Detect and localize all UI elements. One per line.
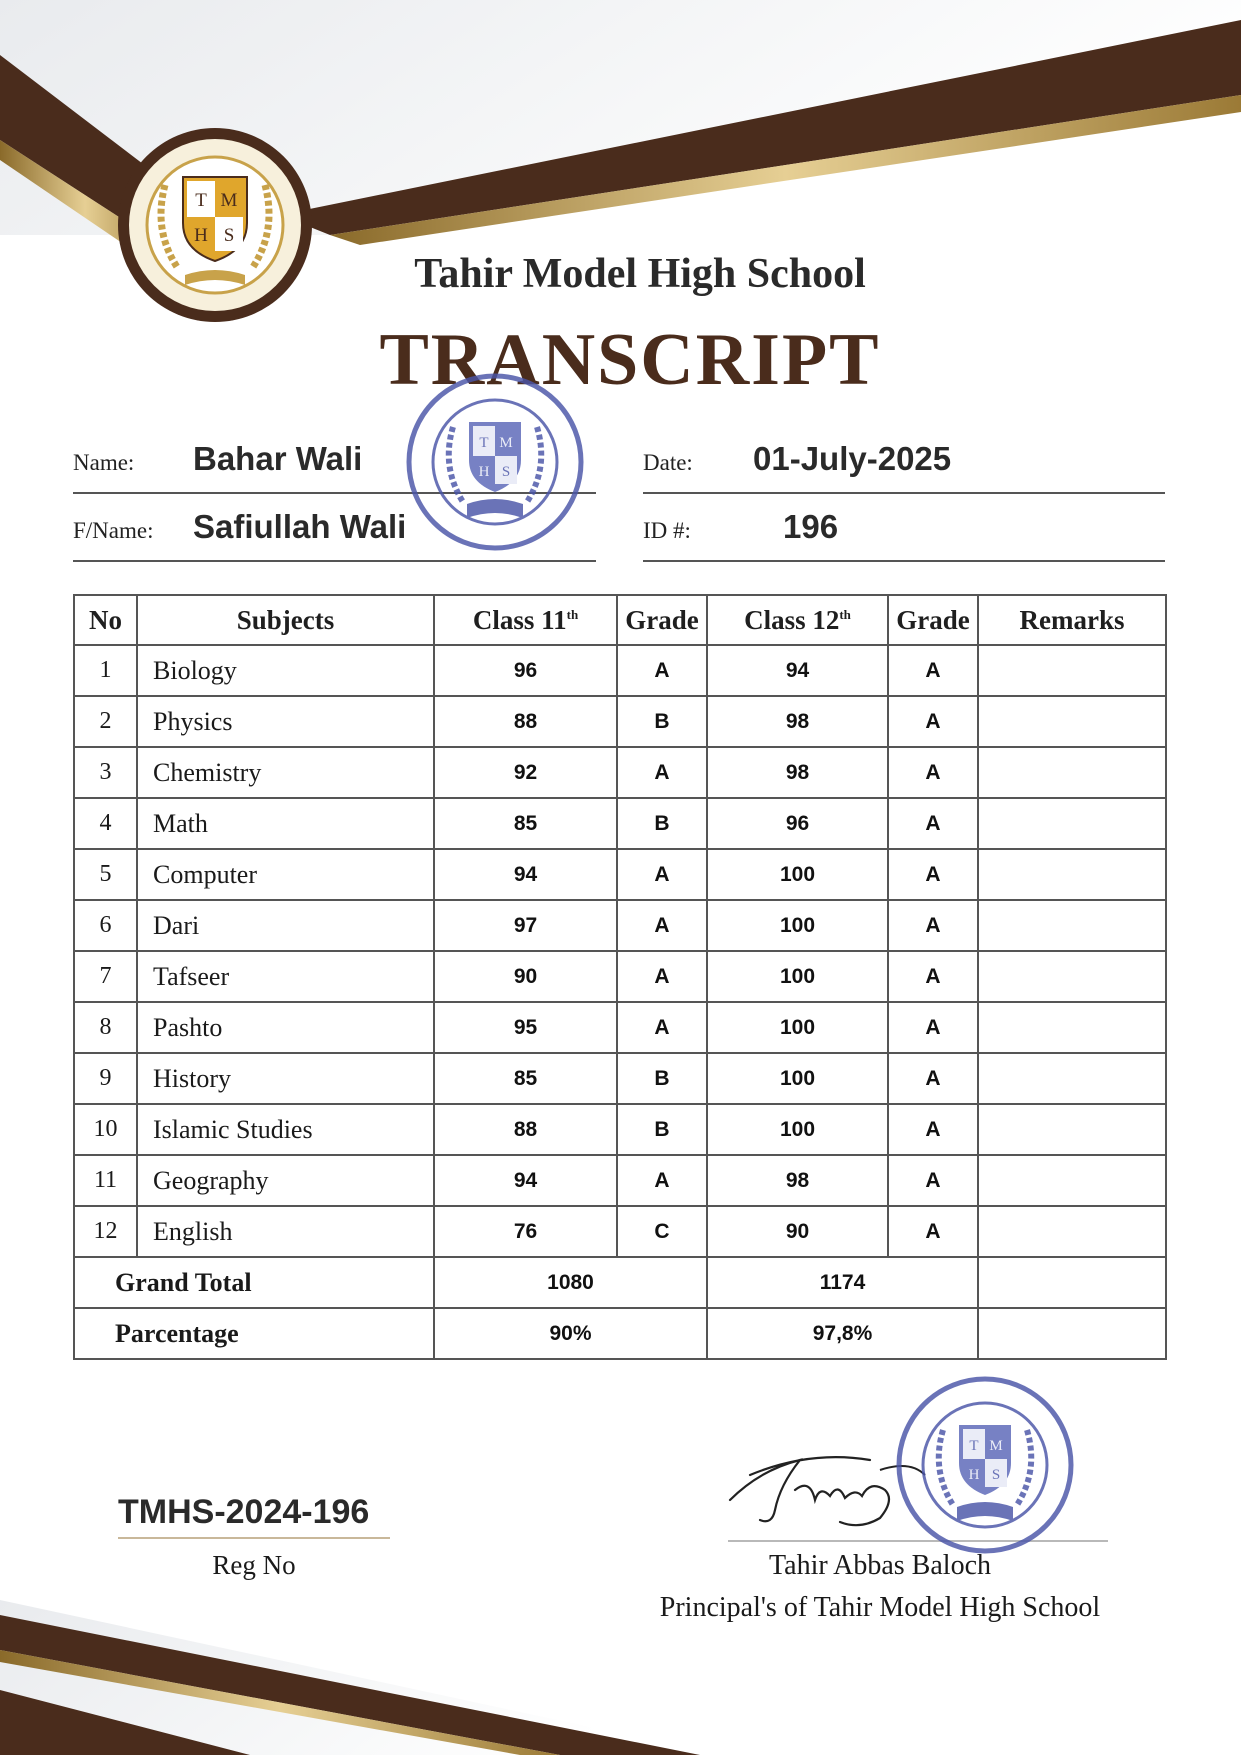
name-value: Bahar Wali	[193, 440, 363, 477]
date-field	[643, 440, 1165, 494]
school-logo	[115, 125, 315, 325]
row-remarks	[978, 951, 1166, 1002]
header-class11	[434, 595, 617, 645]
row-grade11: A	[617, 1002, 707, 1053]
svg-text:M: M	[499, 435, 513, 451]
row-grade12: A	[888, 1206, 978, 1257]
row-no: 6	[74, 900, 137, 951]
row-grade11: A	[617, 747, 707, 798]
row-class11-marks: 92	[434, 747, 617, 798]
table-row	[74, 1206, 1166, 1257]
header-class11-text: Class 11	[472, 604, 567, 635]
table-header-row	[74, 595, 1166, 645]
grand-total-row	[74, 1257, 1166, 1308]
percentage-class11: 90%	[434, 1308, 707, 1359]
registration-label: Reg No	[212, 1550, 296, 1580]
table-row	[74, 951, 1166, 1002]
row-class11-marks: 88	[434, 696, 617, 747]
table-row	[74, 798, 1166, 849]
row-grade11: A	[617, 900, 707, 951]
row-class11-marks: 94	[434, 1155, 617, 1206]
row-remarks	[978, 1053, 1166, 1104]
svg-text:H: H	[478, 464, 490, 480]
row-subject: History	[137, 1053, 434, 1104]
row-class11-marks: 96	[434, 645, 617, 696]
svg-text:H: H	[968, 1467, 980, 1483]
table-row	[74, 1053, 1166, 1104]
row-no: 2	[74, 696, 137, 747]
row-remarks	[978, 900, 1166, 951]
table-row	[74, 1155, 1166, 1206]
header-remarks: Remarks	[978, 595, 1166, 645]
row-remarks	[978, 1155, 1166, 1206]
row-no: 7	[74, 951, 137, 1002]
logo-monogram-s: S	[223, 225, 235, 246]
row-class11-marks: 97	[434, 900, 617, 951]
date-label: Date:	[643, 450, 693, 475]
row-class11-marks: 85	[434, 798, 617, 849]
row-subject: Chemistry	[137, 747, 434, 798]
percentage-class12: 97,8%	[707, 1308, 978, 1359]
row-class12-marks: 100	[707, 1104, 888, 1155]
row-remarks	[978, 1206, 1166, 1257]
row-grade12: A	[888, 1104, 978, 1155]
row-class12-marks: 100	[707, 1053, 888, 1104]
row-class12-marks: 98	[707, 747, 888, 798]
logo-monogram-t: T	[195, 190, 207, 211]
row-grade12: A	[888, 1053, 978, 1104]
row-grade12: A	[888, 849, 978, 900]
row-grade11: C	[617, 1206, 707, 1257]
row-class11-marks: 95	[434, 1002, 617, 1053]
row-grade12: A	[888, 900, 978, 951]
row-no: 10	[74, 1104, 137, 1155]
row-no: 3	[74, 747, 137, 798]
header-class11-sup: th	[566, 606, 579, 622]
row-grade12: A	[888, 645, 978, 696]
school-stamp-icon	[895, 1375, 1075, 1555]
school-stamp-icon	[405, 372, 585, 552]
table-row	[74, 747, 1166, 798]
row-class12-marks: 98	[707, 696, 888, 747]
grand-total-label: Grand Total	[74, 1257, 434, 1308]
svg-text:S: S	[501, 464, 511, 480]
row-grade11: B	[617, 1104, 707, 1155]
date-value: 01-July-2025	[753, 440, 952, 477]
row-subject: Computer	[137, 849, 434, 900]
header-no: No	[74, 595, 137, 645]
row-no: 8	[74, 1002, 137, 1053]
row-grade12: A	[888, 951, 978, 1002]
row-no: 11	[74, 1155, 137, 1206]
header-class12-text: Class 12	[744, 604, 840, 635]
percentage-row	[74, 1308, 1166, 1359]
row-remarks	[978, 645, 1166, 696]
svg-text:M: M	[989, 1438, 1003, 1454]
row-subject: Math	[137, 798, 434, 849]
row-class12-marks: 100	[707, 900, 888, 951]
table-row	[74, 1002, 1166, 1053]
table-row	[74, 900, 1166, 951]
row-remarks	[978, 747, 1166, 798]
row-grade11: A	[617, 645, 707, 696]
id-label: ID #:	[643, 518, 691, 543]
row-class11-marks: 85	[434, 1053, 617, 1104]
header-subjects: Subjects	[137, 595, 434, 645]
logo-monogram-h: H	[194, 225, 208, 246]
name-label: Name:	[73, 450, 135, 475]
row-class12-marks: 100	[707, 1002, 888, 1053]
row-no: 9	[74, 1053, 137, 1104]
header-grade11: Grade	[617, 595, 707, 645]
row-subject: Geography	[137, 1155, 434, 1206]
id-field	[643, 508, 1165, 562]
row-class12-marks: 100	[707, 849, 888, 900]
row-class11-marks: 90	[434, 951, 617, 1002]
fname-label: F/Name:	[73, 518, 154, 543]
principal-title: Principal's of Tahir Model High School	[659, 1592, 1101, 1623]
row-grade11: A	[617, 951, 707, 1002]
row-class11-marks: 76	[434, 1206, 617, 1257]
school-name: Tahir Model High School	[414, 251, 866, 297]
grades-table	[73, 594, 1167, 1360]
row-class12-marks: 94	[707, 645, 888, 696]
row-subject: Biology	[137, 645, 434, 696]
row-no: 4	[74, 798, 137, 849]
row-remarks	[978, 798, 1166, 849]
row-class12-marks: 98	[707, 1155, 888, 1206]
table-row	[74, 696, 1166, 747]
row-grade11: B	[617, 1053, 707, 1104]
row-grade11: A	[617, 849, 707, 900]
document-title: TRANSCRIPT	[379, 319, 881, 401]
row-subject: Dari	[137, 900, 434, 951]
grand-total-class12: 1174	[707, 1257, 978, 1308]
row-class12-marks: 100	[707, 951, 888, 1002]
row-remarks	[978, 1104, 1166, 1155]
row-class11-marks: 94	[434, 849, 617, 900]
row-class12-marks: 96	[707, 798, 888, 849]
row-subject: Tafseer	[137, 951, 434, 1002]
row-grade11: A	[617, 1155, 707, 1206]
row-subject: Islamic Studies	[137, 1104, 434, 1155]
id-value: 196	[783, 508, 839, 545]
row-subject: Physics	[137, 696, 434, 747]
percentage-label: Parcentage	[74, 1308, 434, 1359]
table-row	[74, 849, 1166, 900]
row-no: 1	[74, 645, 137, 696]
row-no: 12	[74, 1206, 137, 1257]
row-subject: Pashto	[137, 1002, 434, 1053]
percentage-remarks	[978, 1308, 1166, 1359]
table-row	[74, 645, 1166, 696]
header-grade12: Grade	[888, 595, 978, 645]
row-class11-marks: 88	[434, 1104, 617, 1155]
row-remarks	[978, 1002, 1166, 1053]
row-remarks	[978, 849, 1166, 900]
table-row	[74, 1104, 1166, 1155]
row-grade11: B	[617, 798, 707, 849]
fname-value: Safiullah Wali	[193, 508, 407, 545]
principal-name: Tahir Abbas Baloch	[769, 1550, 991, 1581]
svg-text:T: T	[479, 435, 489, 451]
grand-total-remarks	[978, 1257, 1166, 1308]
registration-number: TMHS-2024-196	[118, 1493, 370, 1531]
row-no: 5	[74, 849, 137, 900]
row-grade12: A	[888, 696, 978, 747]
row-remarks	[978, 696, 1166, 747]
svg-text:S: S	[991, 1467, 1001, 1483]
row-subject: English	[137, 1206, 434, 1257]
row-grade12: A	[888, 747, 978, 798]
svg-text:T: T	[969, 1438, 979, 1454]
row-grade12: A	[888, 798, 978, 849]
logo-monogram-m: M	[220, 190, 238, 211]
header-class12	[707, 595, 888, 645]
grand-total-class11: 1080	[434, 1257, 707, 1308]
header-class12-sup: th	[839, 606, 851, 622]
row-grade11: B	[617, 696, 707, 747]
row-grade12: A	[888, 1002, 978, 1053]
reg-divider	[118, 1537, 390, 1539]
row-class12-marks: 90	[707, 1206, 888, 1257]
row-grade12: A	[888, 1155, 978, 1206]
